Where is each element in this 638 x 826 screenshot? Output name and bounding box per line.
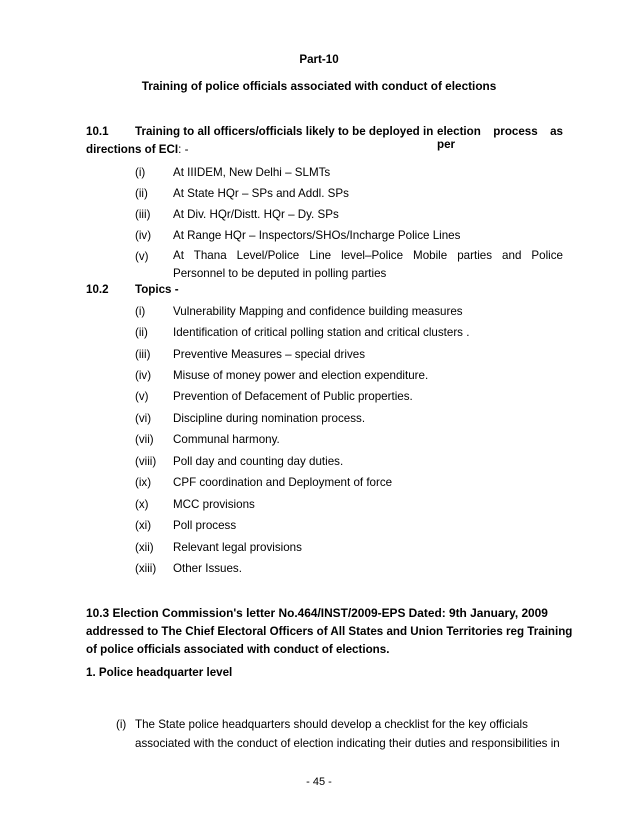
item-text: At State HQr – SPs and Addl. SPs [173, 187, 349, 200]
item-text: Identification of critical polling station and critical clusters . [173, 326, 470, 339]
paragraph-line: associated with the conduct of election indicating their duties and responsibilities in [135, 737, 560, 750]
paragraph-line: The State police headquarters should develop a checklist for the key officials [135, 718, 528, 731]
item-number: (viii) [135, 455, 157, 468]
page-number: - 45 - [306, 776, 332, 788]
section-number: 10.2 [86, 283, 109, 296]
list-item [0, 455, 638, 471]
section-heading-part3: directions of ECI: - [86, 143, 189, 156]
item-number: (iii) [135, 348, 151, 361]
item-number: (ii) [135, 187, 148, 200]
subheading: 1. Police headquarter level [86, 666, 233, 679]
list-item [0, 476, 638, 492]
item-number: (xiii) [135, 562, 157, 575]
list-item [0, 390, 638, 406]
section-heading: Topics - [135, 283, 179, 296]
list-item [0, 562, 638, 578]
item-number: (ii) [135, 326, 148, 339]
list-item [0, 166, 638, 182]
item-number: (x) [135, 498, 149, 511]
item-number: (xii) [135, 541, 154, 554]
item-number: (vi) [135, 412, 152, 425]
section-heading-part1: Training to all officers/officials likely to be deployed in [135, 125, 434, 138]
item-text: Misuse of money power and election expenditure. [173, 369, 429, 382]
item-number: (v) [135, 390, 149, 403]
item-text: Prevention of Defacement of Public properties. [173, 390, 413, 403]
item-number: (v) [135, 250, 149, 263]
item-text: Discipline during nomination process. [173, 412, 366, 425]
item-text: Poll process [173, 519, 237, 532]
item-text: At IIIDEM, New Delhi – SLMTs [173, 166, 331, 179]
item-text: At Range HQr – Inspectors/SHOs/Incharge Police Lines [173, 229, 461, 242]
part-label: Part-10 [299, 53, 339, 66]
item-number: (iii) [135, 208, 151, 221]
item-number: (ix) [135, 476, 152, 489]
list-item [0, 187, 638, 203]
paragraph-number: (i) [116, 718, 127, 731]
list-item [0, 208, 638, 224]
item-text: Preventive Measures – special drives [173, 348, 366, 361]
list-item [0, 433, 638, 449]
item-number: (vii) [135, 433, 154, 446]
list-item [0, 229, 638, 245]
item-text: Communal harmony. [173, 433, 280, 446]
item-text: Other Issues. [173, 562, 242, 575]
page-title: Training of police officials associated with conduct of elections [141, 79, 497, 93]
item-number: (i) [135, 305, 146, 318]
item-number: (i) [135, 166, 146, 179]
list-item [0, 498, 638, 514]
item-text: Poll day and counting day duties. [173, 455, 344, 468]
item-text: At Div. HQr/Distt. HQr – Dy. SPs [173, 208, 339, 221]
list-item [0, 249, 638, 280]
item-number: (xi) [135, 519, 152, 532]
item-text: MCC provisions [173, 498, 255, 511]
list-item [0, 305, 638, 321]
section-number: 10.1 [86, 125, 109, 138]
list-item [0, 519, 638, 535]
item-number: (iv) [135, 369, 152, 382]
item-number: (iv) [135, 229, 152, 242]
item-text: Vulnerability Mapping and confidence building measures [173, 305, 463, 318]
item-text: Relevant legal provisions [173, 541, 302, 554]
section-heading-line: addressed to The Chief Electoral Officers of All States and Union Territories reg Training [86, 625, 573, 638]
list-item [0, 326, 638, 342]
list-item [0, 412, 638, 428]
list-item [0, 541, 638, 557]
section-heading-line: of police officials associated with conduct of elections. [86, 643, 390, 656]
section-heading-line: 10.3 Election Commission's letter No.464/INST/2009-EPS Dated: 9th January, 2009 [86, 606, 548, 620]
item-text: At Thana Level/Police Line level–Police Mobile parties and Police Personnel to be deputed in polling parties [173, 249, 563, 280]
section-heading-part2: election process as per [437, 125, 563, 151]
item-text: CPF coordination and Deployment of force [173, 476, 393, 489]
list-item [0, 369, 638, 385]
list-item [0, 348, 638, 364]
